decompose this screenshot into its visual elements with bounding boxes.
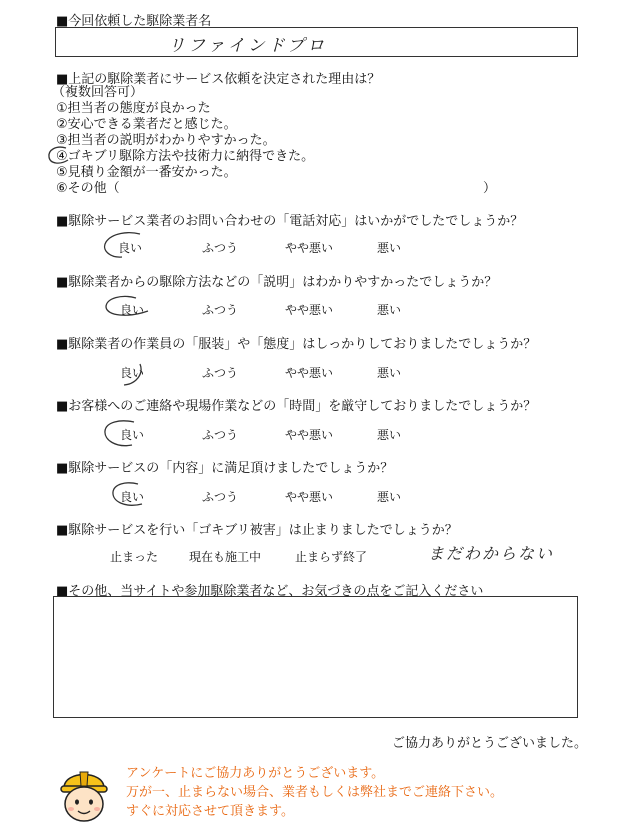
section-company-heading: ■今回依頼した駆除業者名	[56, 14, 212, 29]
result-handwritten-answer: まだわからない	[428, 544, 555, 563]
option-normal: ふつう	[202, 303, 239, 317]
company-name-handwritten: リファインドプロ	[168, 36, 328, 56]
option-good: 良い	[120, 303, 145, 317]
reason-other-close: ）	[483, 181, 497, 196]
section-reason-heading: ■上記の駆除業者にサービス依頼を決定された理由は？	[56, 72, 381, 87]
option-slightly-bad: やや悪い	[285, 366, 334, 380]
option-bad: 悪い	[377, 366, 402, 380]
question-punctuality: ■お客様へのご連絡や現場作業などの「時間」を厳守しておりましたでしょうか？	[56, 399, 537, 414]
selection-circle-mark	[110, 358, 150, 392]
option-bad: 悪い	[377, 303, 402, 317]
reason-item-other: ⑥その他（	[56, 181, 120, 196]
option-good: 良い	[118, 241, 143, 255]
option-good: 良い	[120, 366, 145, 380]
reason-list	[56, 101, 314, 197]
option-bad: 悪い	[377, 241, 402, 255]
option-good: 良い	[120, 428, 145, 442]
reason-item: ①担当者の態度が良かった	[56, 101, 211, 116]
option-normal: ふつう	[202, 490, 239, 504]
comments-heading: ■その他、当サイトや参加駆除業者など、お気づきの点をご記入ください	[56, 584, 484, 599]
option-good: 良い	[120, 490, 145, 504]
question-attire-attitude: ■駆除業者の作業員の「服装」や「態度」はしっかりしておりましたでしょうか？	[56, 337, 537, 352]
question-result: ■駆除サービスを行い「ゴキブリ被害」は止まりましたでしょうか？	[56, 523, 458, 538]
footer-line: 万が一、止まらない場合、業者もしくは弊社までご連絡下さい。	[126, 785, 504, 800]
selection-circle-mark	[104, 480, 150, 514]
option-stopped: 止まった	[110, 550, 159, 564]
selection-circle-mark	[98, 418, 150, 452]
reason-item: ③担当者の説明がわかりやすかった。	[56, 133, 276, 148]
reason-item-selected: ④ゴキブリ駆除方法や技術力に納得できた。	[56, 149, 315, 164]
reason-selection-circle-mark	[46, 145, 72, 167]
option-slightly-bad: やや悪い	[285, 241, 334, 255]
option-ended-not-stopped: 止まらず終了	[295, 550, 368, 564]
question-explanation: ■駆除業者からの駆除方法などの「説明」はわかりやすかったでしょうか？	[56, 275, 498, 290]
option-bad: 悪い	[377, 490, 402, 504]
option-normal: ふつう	[202, 366, 239, 380]
worker-mascot-icon	[56, 760, 112, 826]
option-slightly-bad: やや悪い	[285, 428, 334, 442]
reason-item: ②安心できる業者だと感じた。	[56, 117, 237, 132]
comments-box	[53, 596, 578, 718]
thanks-text: ご協力ありがとうございました。	[392, 736, 588, 751]
option-bad: 悪い	[377, 428, 402, 442]
selection-circle-mark	[100, 294, 160, 322]
question-satisfaction: ■駆除サービスの「内容」に満足頂けましたでしょうか？	[56, 461, 394, 476]
footer-line: アンケートにご協力ありがとうございます。	[126, 766, 385, 781]
option-normal: ふつう	[202, 241, 239, 255]
selection-circle-mark	[100, 230, 150, 262]
option-slightly-bad: やや悪い	[285, 490, 334, 504]
footer-line: すぐに対応させて頂きます。	[126, 804, 294, 819]
question-phone-response: ■駆除サービス業者のお問い合わせの「電話対応」はいかがでしたでしょうか？	[56, 214, 524, 229]
option-in-progress: 現在も施工中	[189, 550, 262, 564]
footer-message	[126, 764, 503, 821]
option-slightly-bad: やや悪い	[285, 303, 334, 317]
reason-item: ⑤見積り金額が一番安かった。	[56, 165, 237, 180]
option-normal: ふつう	[202, 428, 239, 442]
multiple-answer-note: （複数回答可）	[52, 85, 144, 100]
